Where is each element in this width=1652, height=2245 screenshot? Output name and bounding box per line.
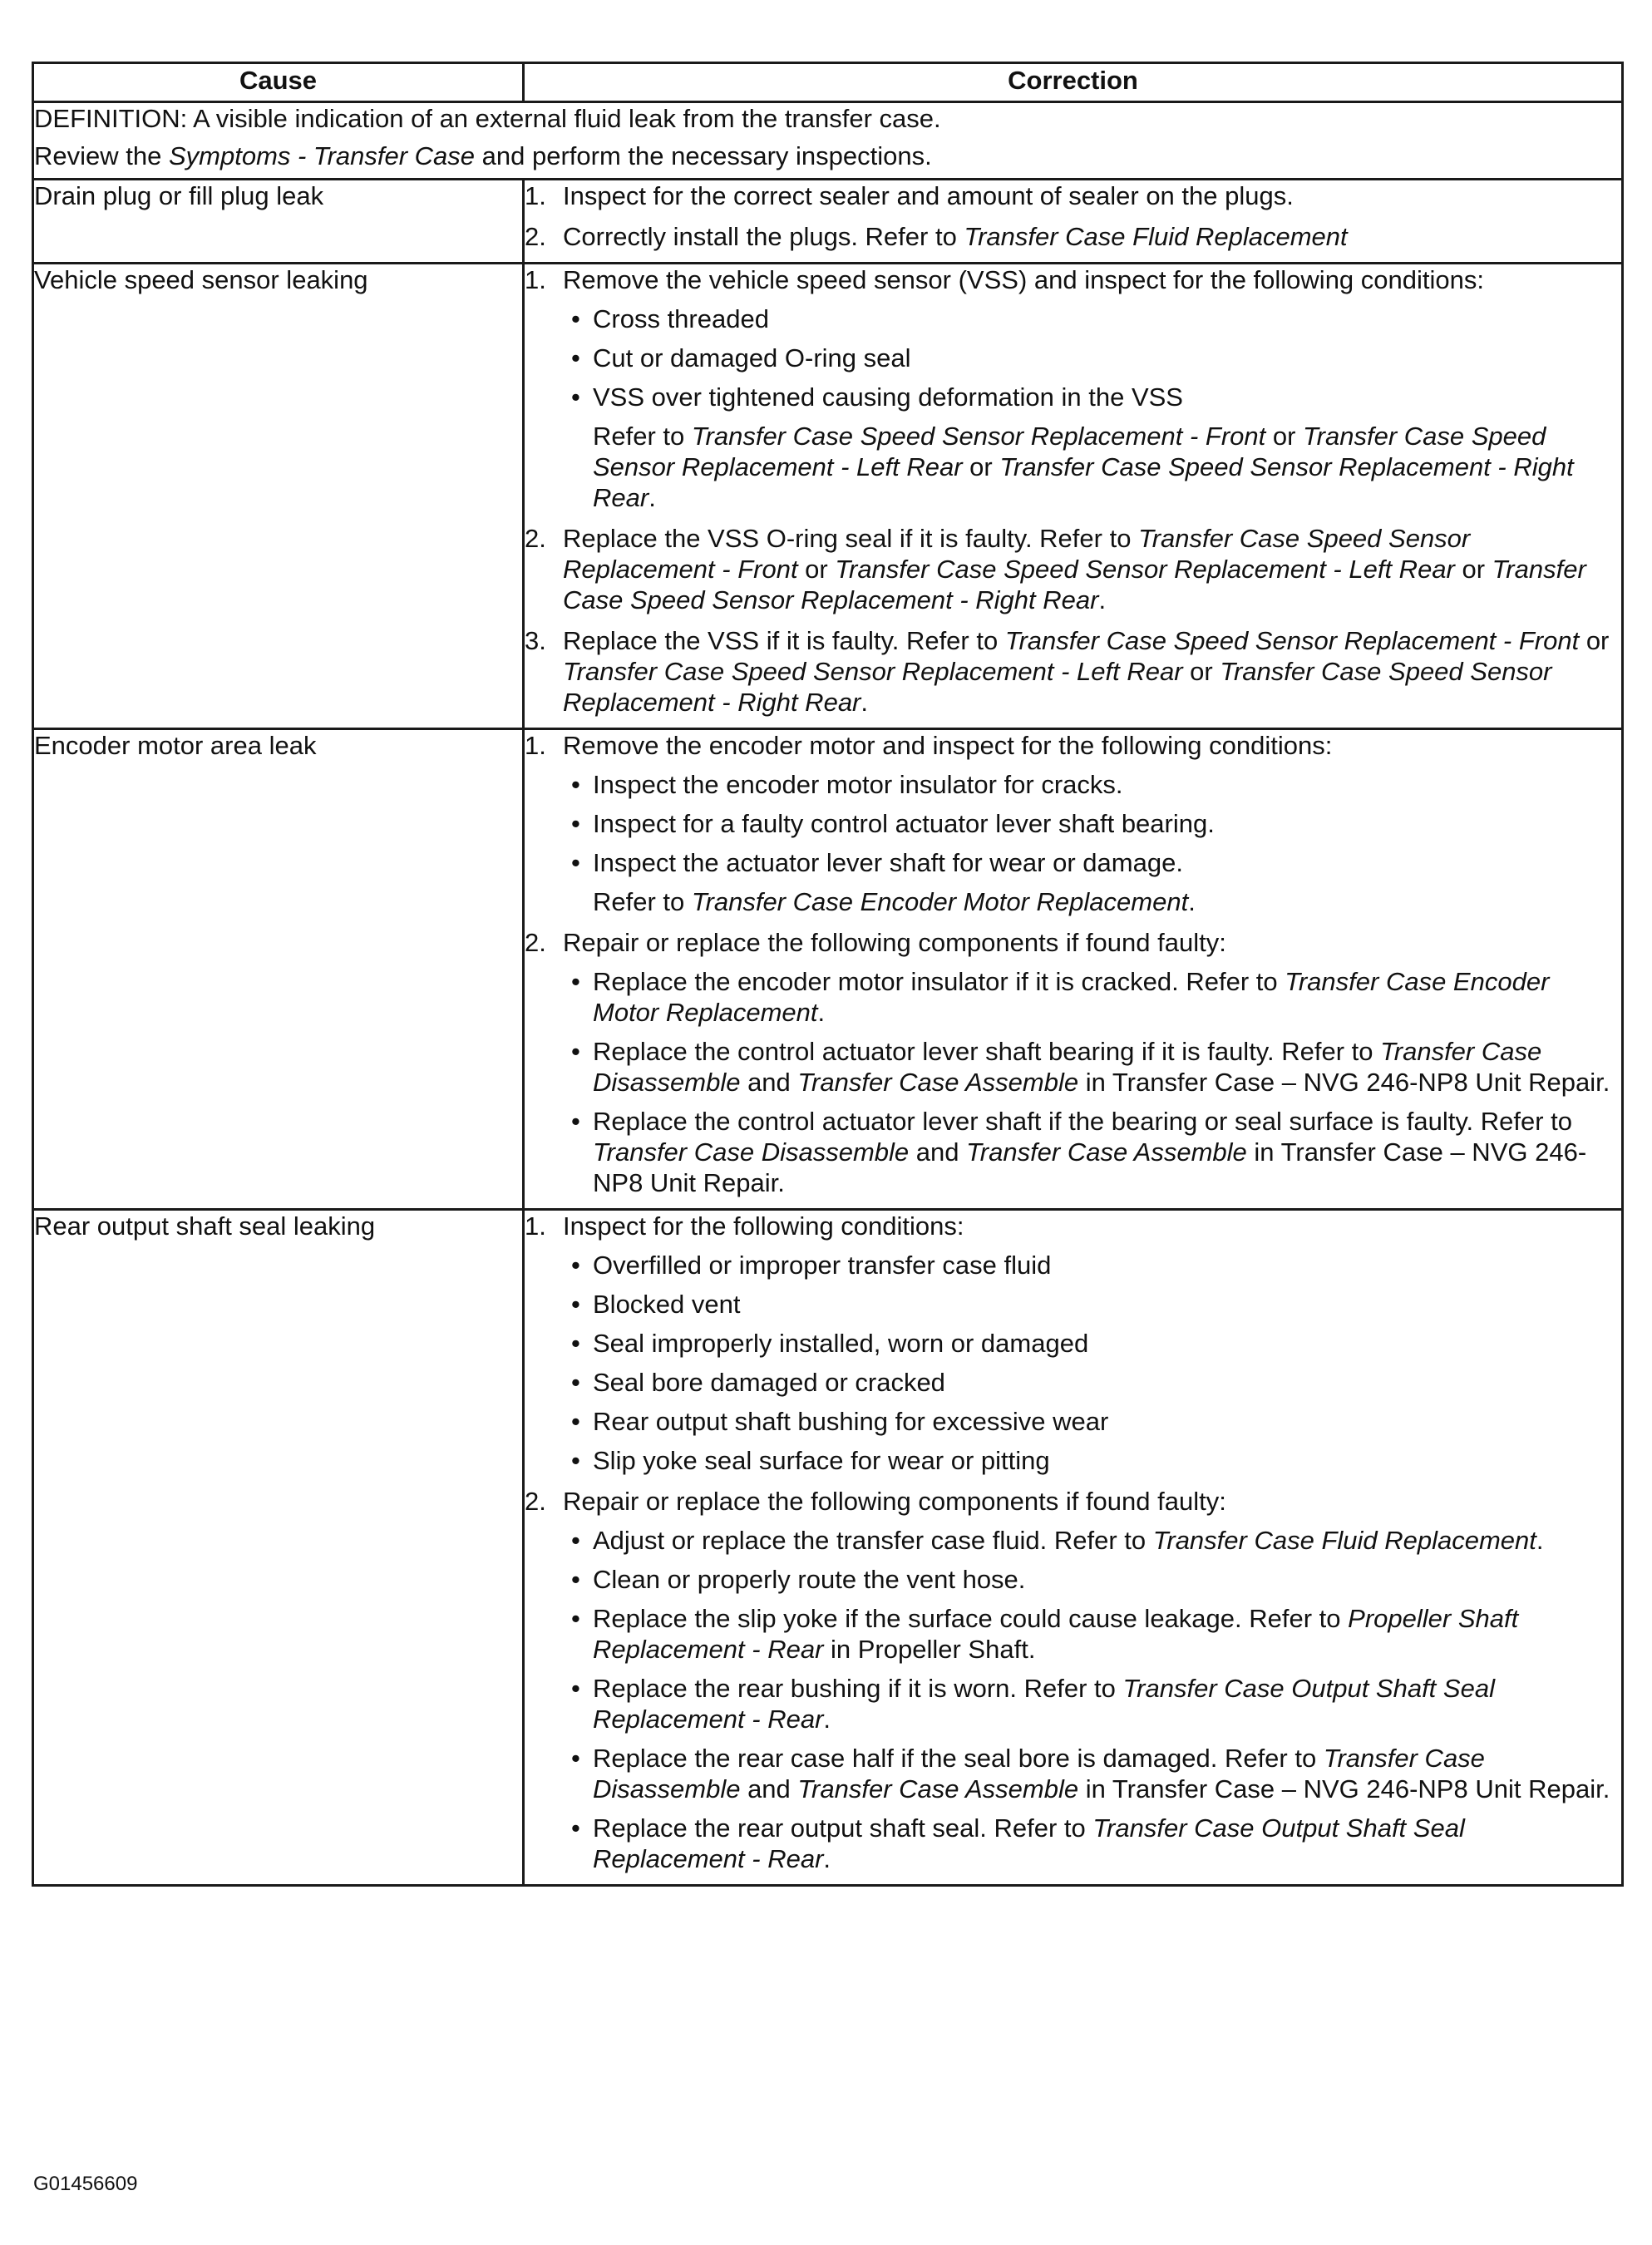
step-text bbox=[563, 1211, 1621, 1241]
text-run: Replace the slip yoke if the surface could cause leakage. Refer to bbox=[593, 1604, 1349, 1633]
text-run: . bbox=[1536, 1526, 1544, 1555]
procedure-reference: Transfer Case Disassemble bbox=[593, 1744, 1485, 1803]
text-run: Replace the VSS if it is faulty. Refer to bbox=[563, 626, 1005, 655]
text-run: Repair or replace the following components if found faulty: bbox=[563, 928, 1226, 957]
text-run: Inspect for a faulty control actuator lever shaft bearing. bbox=[593, 809, 1215, 838]
bullet-icon: • bbox=[571, 1526, 580, 1555]
text-run: and perform the necessary inspections. bbox=[475, 141, 932, 170]
text-run: Adjust or replace the transfer case fluid. Refer to bbox=[593, 1526, 1153, 1555]
procedure-reference: Transfer Case Encoder Motor Replacement bbox=[691, 887, 1189, 916]
table-row bbox=[33, 1210, 1623, 1886]
text-run: or bbox=[1454, 555, 1492, 584]
text-run: . bbox=[823, 1705, 831, 1734]
definition-cell bbox=[33, 102, 1623, 180]
step-number: 1. bbox=[525, 731, 546, 760]
procedure-reference: Transfer Case Speed Sensor Replacement - Front bbox=[563, 524, 1471, 584]
bullet-icon: • bbox=[571, 848, 580, 877]
procedure-reference: Transfer Case Encoder Motor Replacement bbox=[593, 967, 1550, 1027]
procedure-reference: Transfer Case Speed Sensor Replacement - Left Rear bbox=[563, 657, 1183, 686]
text-run: Replace the control actuator lever shaft if the bearing or seal surface is faulty. Refer to bbox=[593, 1107, 1573, 1136]
procedure-reference: Transfer Case Assemble bbox=[797, 1068, 1079, 1097]
procedure-reference: Transfer Case Disassemble bbox=[593, 1137, 910, 1167]
text-run: Replace the control actuator lever shaft bearing if it is faulty. Refer to bbox=[593, 1037, 1381, 1066]
step-text bbox=[563, 625, 1621, 718]
procedure-reference: Transfer Case Fluid Replacement bbox=[1152, 1526, 1536, 1555]
reference-note bbox=[563, 886, 1621, 917]
procedure-reference: Transfer Case Speed Sensor Replacement - Left Rear bbox=[593, 422, 1546, 481]
step-number: 3. bbox=[525, 626, 546, 655]
bullet-item bbox=[563, 1367, 1621, 1398]
text-run: . bbox=[817, 998, 826, 1027]
procedure-reference: Transfer Case Speed Sensor Replacement - Left Rear bbox=[835, 555, 1455, 584]
step-number: 2. bbox=[525, 928, 546, 957]
text-run: Remove the encoder motor and inspect for the following conditions: bbox=[563, 731, 1333, 760]
procedure-reference: Transfer Case Assemble bbox=[797, 1774, 1079, 1803]
diagnostic-table bbox=[32, 62, 1624, 1887]
bullet-icon: • bbox=[571, 1813, 580, 1843]
procedure-reference: Transfer Case Speed Sensor Replacement - Right Rear bbox=[563, 657, 1552, 717]
correction-cell bbox=[524, 1210, 1623, 1886]
bullet-item bbox=[563, 847, 1621, 878]
step-number: 2. bbox=[525, 1487, 546, 1516]
reference-note bbox=[563, 421, 1621, 513]
bullet-item bbox=[563, 966, 1621, 1028]
cause-cell: Vehicle speed sensor leaking bbox=[33, 264, 524, 729]
text-run: Refer to bbox=[593, 887, 692, 916]
definition-row bbox=[33, 102, 1623, 180]
text-run: Rear output shaft bushing for excessive wear bbox=[593, 1407, 1109, 1436]
bullet-icon: • bbox=[571, 1604, 580, 1633]
definition-text: DEFINITION: A visible indication of an external fluid leak from the transfer case. bbox=[34, 104, 941, 133]
bullet-item bbox=[563, 1813, 1621, 1874]
correction-column-header: Correction bbox=[524, 63, 1623, 102]
cause-cell: Drain plug or fill plug leak bbox=[33, 180, 524, 264]
correction-step bbox=[525, 221, 1621, 252]
correction-step bbox=[525, 523, 1621, 615]
bullet-icon: • bbox=[571, 1037, 580, 1066]
step-text bbox=[563, 1486, 1621, 1517]
bullet-icon: • bbox=[571, 1565, 580, 1594]
procedure-reference: Transfer Case Speed Sensor Replacement - Right Rear bbox=[563, 555, 1586, 614]
text-run: Replace the rear case half if the seal bore is damaged. Refer to bbox=[593, 1744, 1324, 1773]
text-run: in Transfer Case – NVG 246-NP8 Unit Repair. bbox=[1078, 1774, 1610, 1803]
bullet-icon: • bbox=[571, 304, 580, 333]
procedure-reference: Transfer Case Output Shaft Seal Replacement - Rear bbox=[593, 1813, 1465, 1873]
text-run: or bbox=[1579, 626, 1610, 655]
text-run: . bbox=[648, 483, 656, 512]
procedure-reference: Transfer Case Speed Sensor Replacement - Right Rear bbox=[593, 452, 1574, 512]
bullet-icon: • bbox=[571, 343, 580, 373]
text-run: Seal bore damaged or cracked bbox=[593, 1368, 945, 1397]
text-run: Cut or damaged O-ring seal bbox=[593, 343, 911, 373]
text-run: or bbox=[1265, 422, 1304, 451]
procedure-reference: Transfer Case Speed Sensor Replacement - Front bbox=[691, 422, 1266, 451]
text-run: Correctly install the plugs. Refer to bbox=[563, 222, 964, 251]
bullet-icon: • bbox=[571, 1368, 580, 1397]
bullet-item bbox=[563, 1250, 1621, 1280]
step-number: 1. bbox=[525, 1211, 546, 1241]
bullet-item bbox=[563, 382, 1621, 412]
text-run: Clean or properly route the vent hose. bbox=[593, 1565, 1026, 1594]
text-run: and bbox=[740, 1068, 798, 1097]
text-run: in Transfer Case – NVG 246-NP8 Unit Repair. bbox=[1078, 1068, 1610, 1097]
step-number: 1. bbox=[525, 181, 546, 210]
text-run: Repair or replace the following components if found faulty: bbox=[563, 1487, 1226, 1516]
text-run: Refer to bbox=[593, 422, 692, 451]
bullet-item bbox=[563, 1603, 1621, 1665]
bullet-icon: • bbox=[571, 770, 580, 799]
bullet-item bbox=[563, 1673, 1621, 1734]
bullet-icon: • bbox=[571, 1744, 580, 1773]
bullet-item bbox=[563, 808, 1621, 839]
text-run: Seal improperly installed, worn or damaged bbox=[593, 1329, 1089, 1358]
header-row bbox=[33, 63, 1623, 102]
text-run: in Transfer Case – NVG 246-NP8 Unit Repair. bbox=[593, 1137, 1587, 1197]
bullet-icon: • bbox=[571, 1446, 580, 1475]
text-run: or bbox=[1182, 657, 1221, 686]
bullet-item bbox=[563, 1328, 1621, 1359]
bullet-item bbox=[563, 1445, 1621, 1476]
step-text bbox=[563, 264, 1621, 295]
text-run: Blocked vent bbox=[593, 1290, 741, 1319]
bullet-item bbox=[563, 1743, 1621, 1804]
bullet-item bbox=[563, 1525, 1621, 1556]
correction-step bbox=[525, 1211, 1621, 1476]
step-text bbox=[563, 180, 1621, 211]
text-run: Replace the rear output shaft seal. Refer to bbox=[593, 1813, 1093, 1843]
step-number: 1. bbox=[525, 265, 546, 294]
text-run: Inspect the encoder motor insulator for cracks. bbox=[593, 770, 1123, 799]
correction-step bbox=[525, 180, 1621, 211]
text-run: Remove the vehicle speed sensor (VSS) and inspect for the following conditions: bbox=[563, 265, 1484, 294]
text-run: Inspect for the following conditions: bbox=[563, 1211, 964, 1241]
text-run: VSS over tightened causing deformation in the VSS bbox=[593, 382, 1183, 412]
correction-step bbox=[525, 927, 1621, 1198]
text-run: and bbox=[740, 1774, 798, 1803]
text-run: Cross threaded bbox=[593, 304, 769, 333]
step-text bbox=[563, 730, 1621, 761]
text-run: . bbox=[1188, 887, 1196, 916]
bullet-icon: • bbox=[571, 1407, 580, 1436]
table-row bbox=[33, 264, 1623, 729]
step-number: 2. bbox=[525, 524, 546, 553]
bullet-icon: • bbox=[571, 967, 580, 996]
text-run: or bbox=[797, 555, 836, 584]
correction-cell bbox=[524, 264, 1623, 729]
correction-step bbox=[525, 730, 1621, 917]
correction-cell bbox=[524, 729, 1623, 1210]
text-run: . bbox=[1098, 585, 1107, 614]
step-number: 2. bbox=[525, 222, 546, 251]
cause-cell: Encoder motor area leak bbox=[33, 729, 524, 1210]
text-run: Replace the VSS O-ring seal if it is faulty. Refer to bbox=[563, 524, 1139, 553]
correction-step bbox=[525, 625, 1621, 718]
bullet-icon: • bbox=[571, 382, 580, 412]
text-run: . bbox=[861, 688, 869, 717]
cause-column-header: Cause bbox=[33, 63, 524, 102]
bullet-item bbox=[563, 303, 1621, 334]
table-row bbox=[33, 180, 1623, 264]
table-row bbox=[33, 729, 1623, 1210]
procedure-reference: Symptoms - Transfer Case bbox=[168, 141, 476, 170]
text-run: Overfilled or improper transfer case fluid bbox=[593, 1251, 1052, 1280]
bullet-item bbox=[563, 769, 1621, 800]
bullet-icon: • bbox=[571, 1290, 580, 1319]
procedure-reference: Transfer Case Output Shaft Seal Replacement - Rear bbox=[593, 1674, 1495, 1734]
bullet-item bbox=[563, 1406, 1621, 1437]
text-run: Inspect for the correct sealer and amount of sealer on the plugs. bbox=[563, 181, 1294, 210]
procedure-reference: Transfer Case Disassemble bbox=[593, 1037, 1542, 1097]
procedure-reference: Transfer Case Speed Sensor Replacement - Front bbox=[1004, 626, 1580, 655]
text-run: . bbox=[823, 1844, 831, 1873]
correction-cell bbox=[524, 180, 1623, 264]
cause-cell: Rear output shaft seal leaking bbox=[33, 1210, 524, 1886]
bullet-icon: • bbox=[571, 1329, 580, 1358]
bullet-icon: • bbox=[571, 809, 580, 838]
procedure-reference: Propeller Shaft Replacement - Rear bbox=[593, 1604, 1519, 1664]
text-run: or bbox=[962, 452, 1000, 481]
text-run: in Propeller Shaft. bbox=[823, 1635, 1036, 1664]
text-run: Replace the encoder motor insulator if it is cracked. Refer to bbox=[593, 967, 1285, 996]
figure-code: G01456609 bbox=[33, 2173, 138, 2195]
bullet-item bbox=[563, 1106, 1621, 1198]
bullet-item bbox=[563, 1564, 1621, 1595]
correction-step bbox=[525, 1486, 1621, 1874]
text-run: Inspect the actuator lever shaft for wear or damage. bbox=[593, 848, 1183, 877]
step-text bbox=[563, 221, 1621, 252]
correction-step bbox=[525, 264, 1621, 513]
bullet-icon: • bbox=[571, 1107, 580, 1136]
review-text bbox=[34, 141, 1621, 171]
bullet-item bbox=[563, 1289, 1621, 1320]
bullet-icon: • bbox=[571, 1251, 580, 1280]
procedure-reference: Transfer Case Fluid Replacement bbox=[964, 222, 1348, 251]
table-body bbox=[33, 102, 1623, 1886]
text-run: Review the bbox=[34, 141, 169, 170]
text-run: Slip yoke seal surface for wear or pitting bbox=[593, 1446, 1050, 1475]
step-text bbox=[563, 927, 1621, 958]
bullet-item bbox=[563, 1036, 1621, 1098]
text-run: Replace the rear bushing if it is worn. Refer to bbox=[593, 1674, 1123, 1703]
text-run: and bbox=[909, 1137, 967, 1167]
bullet-icon: • bbox=[571, 1674, 580, 1703]
procedure-reference: Transfer Case Assemble bbox=[966, 1137, 1247, 1167]
step-text bbox=[563, 523, 1621, 615]
bullet-item bbox=[563, 343, 1621, 373]
